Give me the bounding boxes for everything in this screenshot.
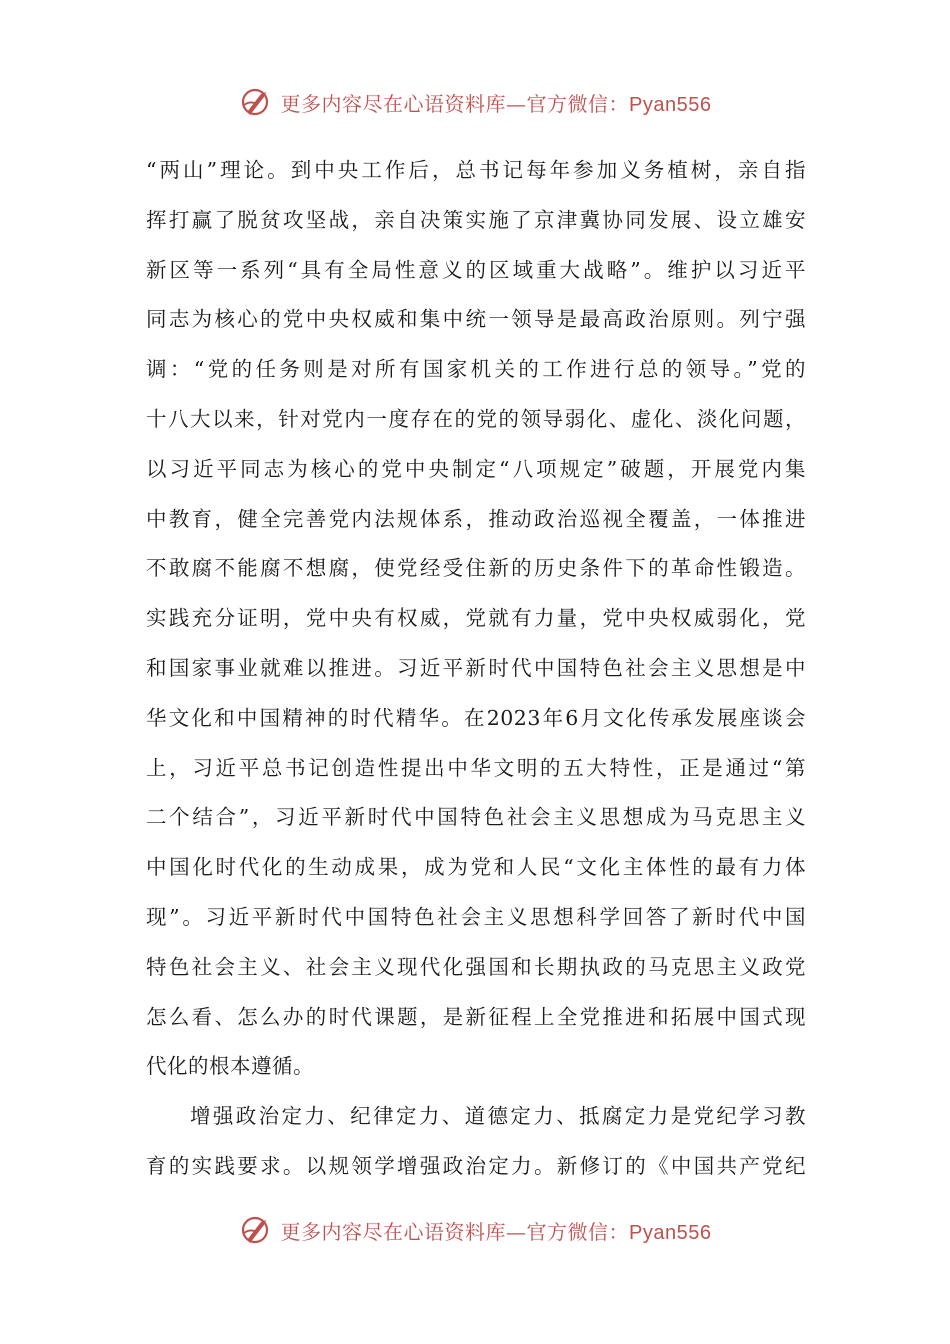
body-line: 十八大以来，针对党内一度存在的党的领导弱化、虚化、淡化问题， xyxy=(146,406,806,431)
body-line: 现”。习近平新时代中国特色社会主义思想科学回答了新时代中国 xyxy=(146,904,806,929)
body-line: 华文化和中国精神的时代精华。在2023年6月文化传承发展座谈会 xyxy=(146,705,806,730)
body-line: 育的实践要求。以规领学增强政治定力。新修订的《中国共产党纪 xyxy=(146,1153,806,1178)
document-body xyxy=(146,146,806,1192)
pen-nib-logo-icon xyxy=(239,84,275,120)
body-line: “两山”理论。到中央工作后，总书记每年参加义务植树，亲自指 xyxy=(146,158,806,182)
body-line: 和国家事业就难以推进。习近平新时代中国特色社会主义思想是中 xyxy=(146,655,806,680)
footer-banner-label: 更多内容尽在心语资料库—官方微信： xyxy=(280,1219,630,1244)
body-line: 调：“党的任务则是对所有国家机关的工作进行总的领导。”党的 xyxy=(146,357,806,382)
header-banner-account: Pyan556 xyxy=(629,93,712,116)
body-line: 同志为核心的党中央权威和集中统一领导是最高政治原则。列宁强 xyxy=(146,307,806,332)
footer-banner xyxy=(0,1210,950,1250)
body-line: 二个结合”，习近平新时代中国特色社会主义思想成为马克思主义 xyxy=(146,805,806,830)
paragraph-first-line: 增强政治定力、纪律定力、道德定力、抵腐定力是党纪学习教 xyxy=(190,1104,806,1129)
footer-banner-account: Pyan556 xyxy=(629,1221,712,1244)
header-banner xyxy=(0,82,950,122)
body-line: 实践充分证明，党中央有权威，党就有力量，党中央权威弱化，党 xyxy=(146,606,806,631)
body-line: 代化的根本遵循。 xyxy=(146,1054,314,1079)
body-line: 特色社会主义、社会主义现代化强国和长期执政的马克思主义政党 xyxy=(146,954,806,979)
header-banner-text xyxy=(281,88,712,117)
footer-banner-text xyxy=(281,1216,712,1245)
body-line: 中教育，健全完善党内法规体系，推动政治巡视全覆盖，一体推进 xyxy=(146,506,806,531)
body-line: 不敢腐不能腐不想腐，使党经受住新的历史条件下的革命性锻造。 xyxy=(146,556,806,581)
pen-nib-logo-icon xyxy=(239,1212,275,1248)
body-line: 中国化时代化的生动成果，成为党和人民“文化主体性的最有力体 xyxy=(146,855,806,880)
header-banner-label: 更多内容尽在心语资料库—官方微信： xyxy=(280,91,630,116)
body-line: 上，习近平总书记创造性提出中华文明的五大特性，正是通过“第 xyxy=(146,755,806,780)
body-line: 新区等一系列“具有全局性意义的区域重大战略”。维护以习近平 xyxy=(146,257,806,282)
body-line: 以习近平同志为核心的党中央制定“八项规定”破题，开展党内集 xyxy=(146,456,806,481)
body-line: 挥打赢了脱贫攻坚战，亲自决策实施了京津冀协同发展、设立雄安 xyxy=(146,207,806,232)
body-line: 怎么看、怎么办的时代课题，是新征程上全党推进和拓展中国式现 xyxy=(146,1004,806,1029)
